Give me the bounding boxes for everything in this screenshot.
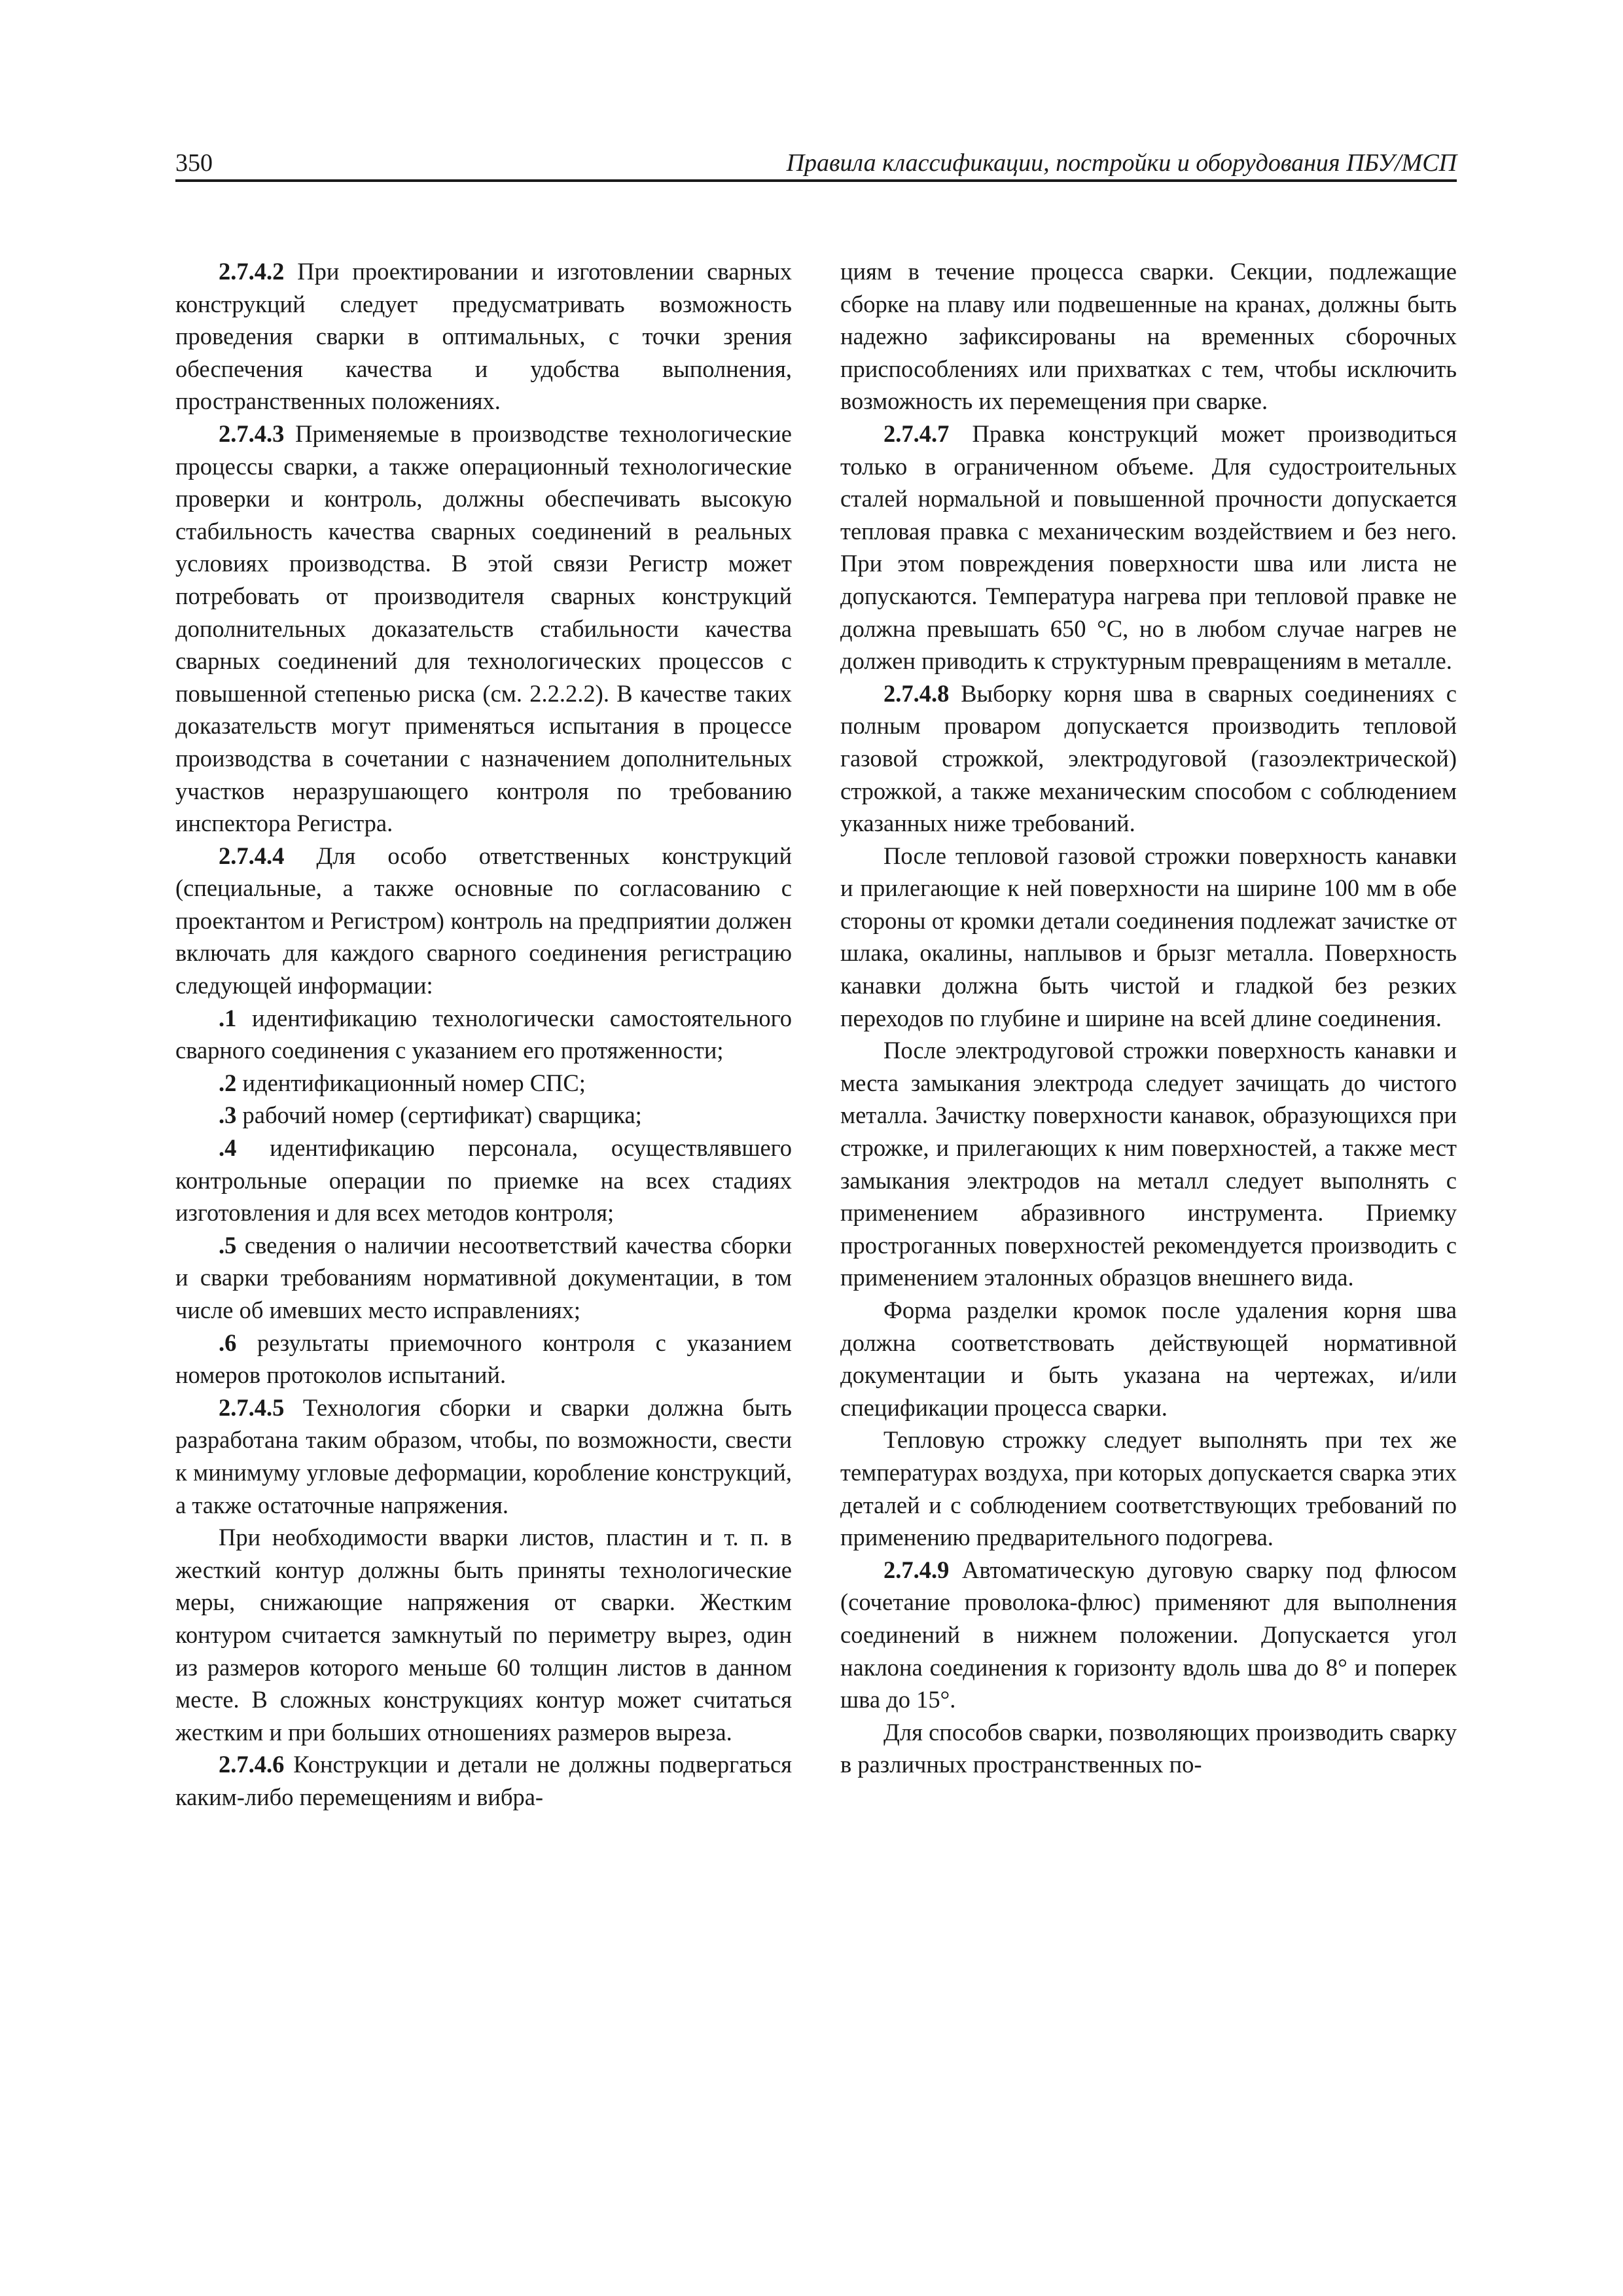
left-column [175, 255, 792, 1814]
paragraph-text: При проектировании и изготовлении сварных конструкций следует предусматривать возможность проведения сварки в оптимальных, с точки зрения обеспечения качества и удобства выполнения, пространственных положениях. [175, 258, 792, 415]
clause-number: 2.7.4.2 [219, 258, 285, 285]
paragraph-text: Выборку корня шва в сварных соединениях с полным проваром допускается производить тепловой газовой строжкой, электродуговой (газоэлектрической) строжкой, а также механическим способом с соблюдением указанных ниже требований. [840, 679, 1457, 837]
paragraph [175, 1067, 792, 1100]
paragraph-text: циям в течение процесса сварки. Секции, подлежащие сборке на плаву или подвешенные на кранах, должны быть надежно зафиксированы на временных сборочных приспособлениях или прихватках с тем, чтобы исключить возможность их перемещения при сварке. [840, 258, 1457, 415]
clause-number: 2.7.4.4 [219, 842, 285, 869]
clause-number: 2.7.4.8 [883, 679, 950, 707]
paragraph [840, 1554, 1457, 1716]
paragraph-text: идентификацию технологически самостоятельного сварного соединения с указанием его протяженности; [175, 1004, 792, 1064]
paragraph-text: Применяемые в производстве технологические процессы сварки, а также операционный технологические проверки и контроль, должны обеспечивать высокую стабильность качества сварных соединений в реальных условиях производства. В этой связи Регистр может потребовать от производителя сварных конструкций дополнительных доказательств стабильности качества сварных соединений для технологических процессов с повышенной степенью риска (см. 2.2.2.2). В качестве таких доказательств могут применяться испытания в процессе производства в сочетании с назначением дополнительных участков неразрушающего контроля по требованию инспектора Регистра. [175, 420, 792, 837]
paragraph-text: Автоматическую дуговую сварку под флюсом (сочетание проволока-флюс) применяют для выполнения соединений в нижнем положении. Допускается угол наклона соединения к горизонту вдоль шва до 8° и поперек шва до 15°. [840, 1556, 1457, 1713]
clause-number: 2.7.4.9 [883, 1556, 950, 1583]
clause-number: 2.7.4.7 [883, 420, 950, 447]
clause-number: 2.7.4.6 [219, 1751, 285, 1778]
paragraph-text: После тепловой газовой строжки поверхность канавки и прилегающие к ней поверхности на ширине 100 мм в обе стороны от кромки детали соединения подлежат зачистке от шлака, окалины, наплывов и брызг металла. Поверхность канавки должна быть чистой и гладкой без резких переходов по глубине и ширине на всей длине соединения. [840, 842, 1457, 1031]
page-number: 350 [175, 149, 213, 177]
paragraph [840, 255, 1457, 418]
paragraph [175, 1229, 792, 1327]
paragraph-text: рабочий номер (сертификат) сварщика; [236, 1102, 642, 1129]
clause-number: 2.7.4.5 [219, 1393, 285, 1421]
page-header [175, 139, 1457, 182]
running-title: Правила классификации, постройки и оборудования ПБУ/МСП [786, 149, 1457, 177]
paragraph [840, 1716, 1457, 1781]
paragraph [175, 1132, 792, 1229]
paragraph-text: После электродуговой строжки поверхность канавки и места замыкания электрода следует зачищать до чистого металла. Зачистку поверхности канавок, образующихся при строжке, и прилегающих к ним поверхностей, а также мест замыкания электродов на металл следует выполнять с применением абразивного инструмента. Приемку прострoганных поверхностей рекомендуется производить с применением эталонных образцов внешнего вида. [840, 1037, 1457, 1291]
clause-number: .6 [219, 1329, 237, 1356]
paragraph-text: результаты приемочного контроля с указанием номеров протоколов испытаний. [175, 1329, 792, 1389]
clause-number: .2 [219, 1069, 237, 1096]
paragraph [175, 1327, 792, 1391]
clause-number: 2.7.4.3 [219, 420, 285, 447]
paragraph [175, 255, 792, 418]
paragraph-text: Правка конструкций может производиться только в ограниченном объеме. Для судостроительных сталей нормальной и повышенной прочности допускается тепловая правка с механическим воздействием и без него. При этом повреждения поверхности шва или листа не допускаются. Температура нагрева при тепловой правке не должна превышать 650 °С, но в любом случае нагрев не должен приводить к структурным превращениям в металле. [840, 420, 1457, 675]
paragraph-text: Конструкции и детали не должны подвергаться каким-либо перемещениям и вибра- [175, 1751, 792, 1810]
paragraph-text: Технология сборки и сварки должна быть разработана таким образом, чтобы, по возможности, свести к минимуму угловые деформации, коробление конструкций, а также остаточные напряжения. [175, 1393, 792, 1518]
paragraph [840, 1294, 1457, 1424]
clause-number: .1 [219, 1004, 237, 1031]
paragraph-text: Тепловую строжку следует выполнять при тех же температурах воздуха, при которых допускается сварка этих деталей и с соблюдением соответствующих требований по применению предварительного подогрева. [840, 1426, 1457, 1551]
paragraph-text: идентификационный номер СПС; [236, 1069, 586, 1096]
paragraph [175, 418, 792, 840]
paragraph-text: сведения о наличии несоответствий качества сборки и сварки требованиям нормативной документации, в том числе об имевших место исправлениях; [175, 1231, 792, 1323]
paragraph-text: Для способов сварки, позволяющих производить сварку в различных пространственных по- [840, 1718, 1457, 1778]
paragraph [840, 1424, 1457, 1553]
clause-number: .4 [219, 1134, 237, 1162]
paragraph [840, 677, 1457, 840]
paragraph-text: Для особо ответственных конструкций (специальные, а также основные по согласованию с проектантом и Регистром) контроль на предприятии должен включать для каждого сварного соединения регистрацию следующей информации: [175, 842, 792, 999]
clause-number: .3 [219, 1102, 237, 1129]
clause-number: .5 [219, 1231, 237, 1259]
paragraph [840, 418, 1457, 677]
paragraph [840, 840, 1457, 1035]
paragraph [175, 1002, 792, 1067]
right-column [840, 255, 1457, 1781]
paragraph [840, 1034, 1457, 1294]
paragraph [175, 1391, 792, 1521]
paragraph [175, 1748, 792, 1813]
paragraph [175, 1521, 792, 1748]
paragraph-text: Форма разделки кромок после удаления корня шва должна соответствовать действующей нормативной документации и быть указана на чертежах, и/или спецификации процесса сварки. [840, 1297, 1457, 1421]
paragraph [175, 840, 792, 1002]
paragraph-text: При необходимости вварки листов, пластин и т. п. в жесткий контур должны быть приняты технологические меры, снижающие напряжения от сварки. Жестким контуром считается замкнутый по периметру вырез, один из размеров которого меньше 60 толщин листов в данном месте. В сложных конструкциях контур может считаться жестким и при больших отношениях размеров выреза. [175, 1524, 792, 1746]
paragraph [175, 1099, 792, 1132]
paragraph-text: идентификацию персонала, осуществлявшего контрольные операции по приемке на всех стадиях изготовления и для всех методов контроля; [175, 1134, 792, 1227]
